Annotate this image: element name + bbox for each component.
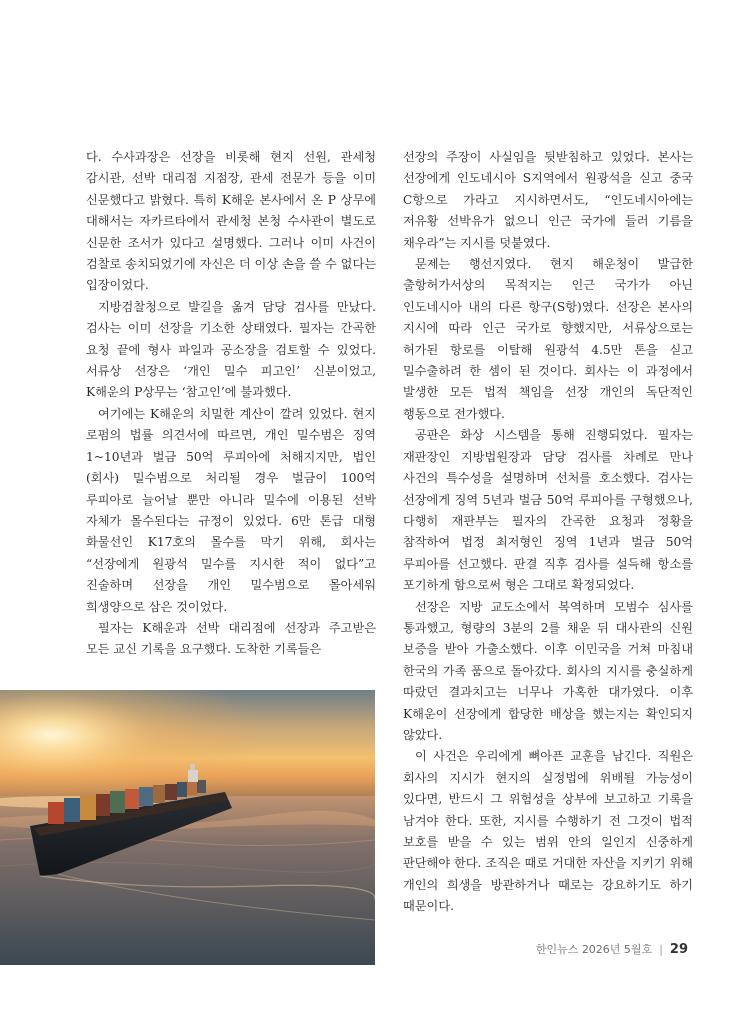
- paragraph: 필자는 K해운과 선박 대리점에 선장과 주고받은 모든 교신 기록을 요구했다. 도착한 기록들은: [86, 620, 376, 657]
- left-column: [86, 147, 376, 661]
- paragraph: 선장의 주장이 사실임을 뒷받침하고 있었다. 본사는 선장에게 인도네시아 S지역에서 원광석을 싣고 중국 C항으로 가라고 지시하면서도, “인도네시아에는 저유황 선박유가 없으니 인근 국가에 들러 기름을 채우라”는 지시를 덧붙였다.: [403, 150, 693, 250]
- paragraph: 선장은 지방 교도소에서 복역하며 모범수 심사를 통과했고, 형량의 3분의 2를 채운 뒤 대사관의 신원 보증을 받아 가출소했다. 이후 이민국을 거쳐 마침내 한국의 가족 품으로 돌아갔다. 회사의 지시를 충실하게 따랐던 결과치고는 너무나 가혹한 대가였다. 이후 K해운이 선장에게 합당한 배상을 했는지는 확인되지 않았다.: [403, 599, 693, 742]
- paragraph: 이 사건은 우리에게 뼈아픈 교훈을 남긴다. 직원은 회사의 지시가 현지의 실정법에 위배될 가능성이 있다면, 반드시 그 위험성을 상부에 보고하고 기록을 남겨야 한다. 또한, 지시를 수행하기 전 그것이 법적 보호를 받을 수 있는 범위 안의 일인지 신중하게 판단해야 한다. 조직은 때로 거대한 자산을 지키기 위해 개인의 희생을 방관하거나 때로는 강요하기도 하기 때문이다.: [403, 749, 694, 914]
- page-footer: [0, 941, 688, 957]
- paragraph: 다. 수사과장은 선장을 비롯해 현지 선원, 관세청 감시관, 선박 대리점 지점장, 관세 전문가 등을 이미 신문했다고 밝혔다. 특히 K해운 본사에서 온 P 상무에 대해서는 자카르타에서 관세청 본청 수사관이 별도로 신문한 조서가 있다고 설명했다. 그러나 이미 사건이 검찰로 송치되었기에 자신은 더 이상 손을 쓸 수 없다는 입장이었다.: [86, 150, 377, 293]
- right-column: [403, 147, 693, 918]
- paragraph: 여기에는 K해운의 치밀한 계산이 깔려 있었다. 현지 로펌의 법률 의견서에 따르면, 개인 밀수범은 징역 1~10년과 벌금 50억 루피아에 처해지지만, 법인(회사) 밀수범으로 처리될 경우 벌금이 100억 루피아로 늘어날 뿐만 아니라 밀수에 이용된 선박 자체가 몰수된다는 규정이 있었다. 6만 톤급 대형 화물선인 K17호의 몰수를 막기 위해, 회사는 “선장에게 원광석 밀수를 지시한 적이 없다”고 진술하며 선장을 개인 밀수범으로 몰아세워 희생양으로 삼은 것이었다.: [86, 406, 376, 614]
- paragraph: 공판은 화상 시스템을 통해 진행되었다. 필자는 재판장인 지방법원장과 담당 검사를 차례로 만나 사건의 특수성을 설명하며 선처를 호소했다. 검사는 선장에게 징역 5년과 벌금 50억 루피아를 구형했으나, 다행히 재판부는 필자의 간곡한 요청과 정황을 참작하여 법정 최저형인 징역 1년과 벌금 50억 루피아를 선고했다. 판결 직후 검사를 설득해 항소를 포기하게 함으로써 형은 그대로 확정되었다.: [403, 428, 693, 593]
- footer-separator: |: [659, 943, 663, 956]
- paragraph: 지방검찰청으로 발길을 옮겨 담당 검사를 만났다. 검사는 이미 선장을 기소한 상태였다. 필자는 간곡한 요청 끝에 형사 파일과 공소장을 검토할 수 있었다. 서류상 선장은 ‘개인 밀수 피고인’ 신분이었고, K해운의 P상무는 ‘참고인’에 불과했다.: [86, 299, 376, 400]
- paragraph: 문제는 행선지였다. 현지 해운청이 발급한 출항허가서상의 목적지는 인근 국가가 아닌 인도네시아 내의 다른 항구(S항)였다. 선장은 본사의 지시에 따라 인근 국가로 향했지만, 서류상으로는 허가된 항로를 이탈해 원광석 4.5만 톤을 싣고 밀수출하려 한 셈이 된 것이다. 회사는 이 과정에서 발생한 모든 법적 책임을 선장 개인의 독단적인 행동으로 전가했다.: [403, 257, 693, 421]
- container-ship-sunset-photo: [0, 690, 375, 965]
- page-number: 29: [669, 942, 688, 957]
- publication-name: 한인뉴스 2026년 5월호: [535, 943, 653, 956]
